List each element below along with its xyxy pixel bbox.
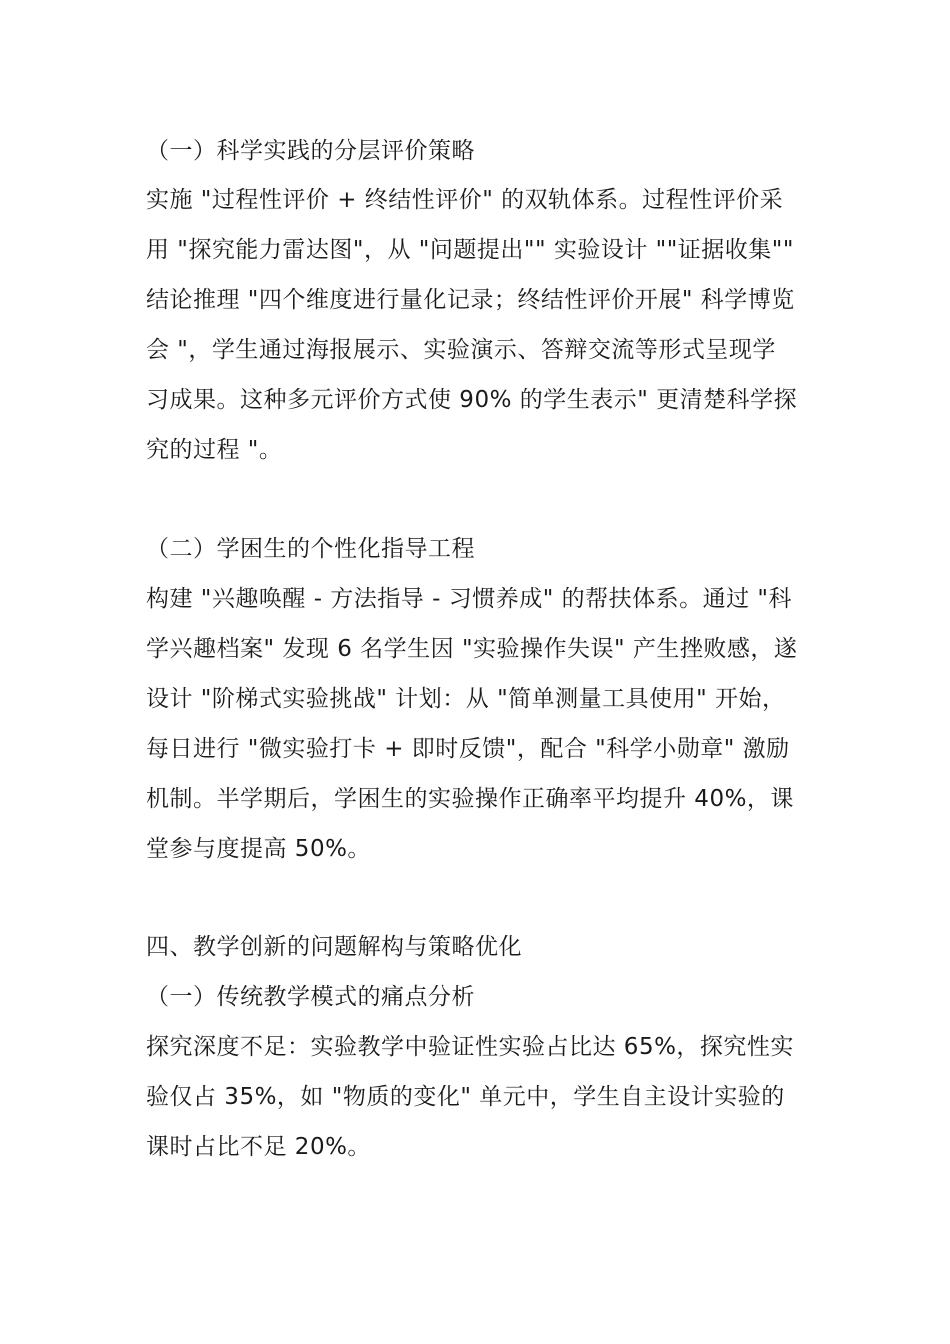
- paragraph-line: 会 "，学生通过海报展示、实验演示、答辩交流等形式呈现学: [146, 337, 776, 363]
- paragraph-line: 探究深度不足：实验教学中验证性实验占比达 65%，探究性实: [146, 1034, 794, 1060]
- section-heading-guidance: （二）学困生的个性化指导工程: [146, 536, 475, 562]
- paragraph-line: 学兴趣档案" 发现 6 名学生因 "实验操作失误" 产生挫败感，遂: [146, 636, 798, 662]
- paragraph-line: 习成果。这种多元评价方式使 90% 的学生表示" 更清楚科学探: [146, 387, 798, 413]
- paragraph-line: 课时占比不足 20%。: [146, 1134, 371, 1160]
- paragraph-line: 结论推理 "四个维度进行量化记录；终结性评价开展" 科学博览: [146, 287, 795, 313]
- paragraph-line: 构建 "兴趣唤醒 - 方法指导 - 习惯养成" 的帮扶体系。通过 "科: [146, 586, 793, 612]
- paragraph-line: 实施 "过程性评价 + 终结性评价" 的双轨体系。过程性评价采: [146, 187, 784, 213]
- chapter-heading: 四、教学创新的问题解构与策略优化: [146, 934, 522, 960]
- paragraph-line: 究的过程 "。: [146, 437, 283, 463]
- paragraph-line: 验仅占 35%，如 "物质的变化" 单元中，学生自主设计实验的: [146, 1084, 785, 1110]
- paragraph-line: 设计 "阶梯式实验挑战" 计划：从 "简单测量工具使用" 开始，: [146, 686, 786, 712]
- paragraph-line: 每日进行 "微实验打卡 + 即时反馈"，配合 "科学小勋章" 激励: [146, 736, 790, 762]
- section-heading-evaluation: （一）科学实践的分层评价策略: [146, 138, 475, 164]
- paragraph-line: 堂参与度提高 50%。: [146, 836, 371, 862]
- section-heading-pain-points: （一）传统教学模式的痛点分析: [146, 984, 475, 1010]
- paragraph-line: 用 "探究能力雷达图"，从 "问题提出"" 实验设计 ""证据收集"": [146, 237, 794, 263]
- paragraph-line: 机制。半学期后，学困生的实验操作正确率平均提升 40%，课: [146, 786, 794, 812]
